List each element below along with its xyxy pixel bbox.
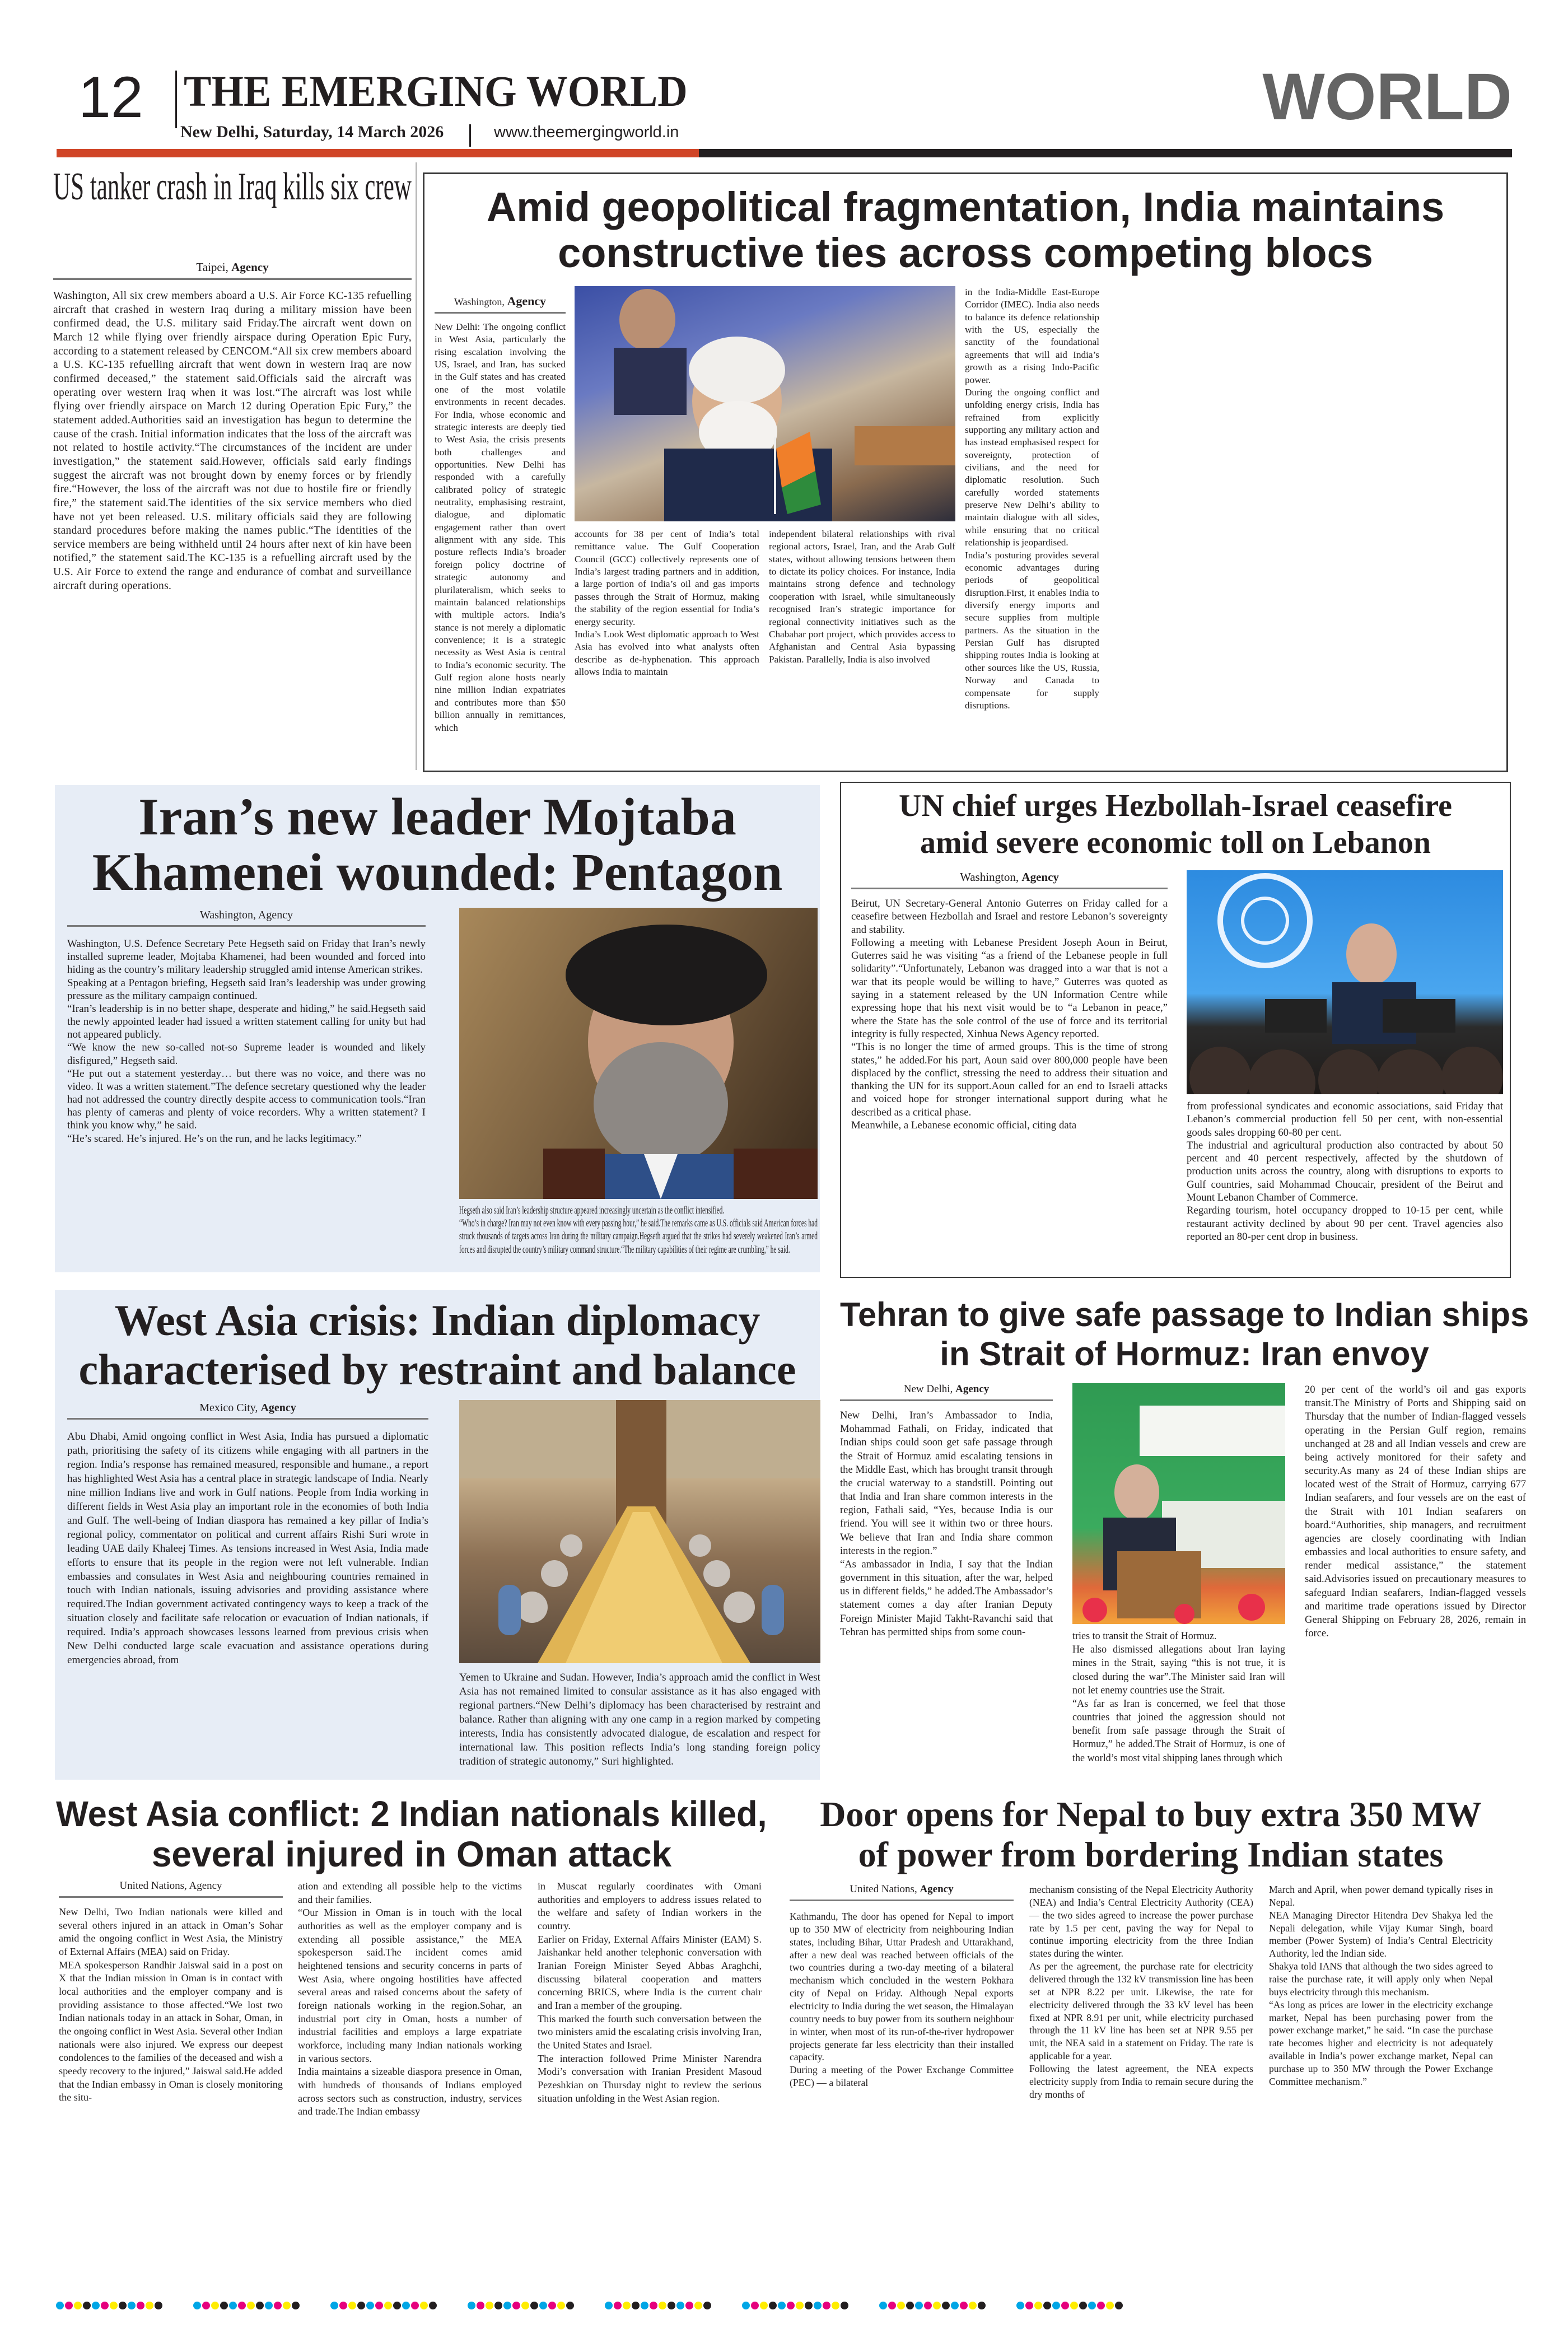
registration-dot-group bbox=[1016, 2302, 1123, 2309]
registration-dot bbox=[521, 2302, 529, 2309]
registration-dot bbox=[897, 2302, 905, 2309]
registration-dot bbox=[468, 2302, 475, 2309]
registration-dot bbox=[211, 2302, 219, 2309]
article-body: Washington, All six crew members aboard a U.S. Air Force KC-135 refuelling aircraft that crashed in western Iraq during a military mission have been confirmed dead, the U.S. military said Friday.The aircraft went down on March 12 while flying over friendly airspace during Operation Epic Fury, according to a statement released by CENCOM.“All six crew members aboard a U.S. KC-135 refuelling aircraft that went down in western Iraq are now confirmed deceased,” the statement said.Officials said the aircraft was operating over western Iraq when it was lost.“The aircraft was lost while flying over friendly airspace on March 12 during Operation Epic Fury,” the statement added.Authorities said an investigation has begun to determine the cause of the crash. Initial information indicates that the loss of the aircraft was not related to hostile activity.“The circumstances of the incident are under investigation,” the statement said.However, officials said early findings suggest the aircraft was not brought down by enemy forces or by friendly fire.“However, the loss of the aircraft was not due to hostile fire or friendly fire,” the statement said.The identities of the six service members who died have not yet been released. U.S. military officials said they are following standard procedures before making the names public.“The identities of the service members are being withheld until 24 hours after next of kin have been notified,” the statement said.The KC-135 is a refuelling aircraft used by the U.S. Air Force to extend the range and endurance of combat and surveillance aircraft during operations. bbox=[53, 290, 412, 592]
registration-dot bbox=[969, 2302, 977, 2309]
registration-dot bbox=[778, 2302, 786, 2309]
registration-dot bbox=[960, 2302, 968, 2309]
article-column-3: March and April, when power demand typically rises in Nepal. NEA Managing Director Hitendra Dev Shakya led the Nepali delegation, while Vijay Kumar Singh, board member (Power System) of India’s Central Electricity Authority, led the Indian side. Shakya told IANS that although the two sides agreed to raise the purchase rate, it will apply only when Nepal buys electricity through this mechanism. “As long as prices are lower in the electricity exchange market, Nepal has been purchasing power from the power exchange market,” he said. “In case the purchase rate becomes higher and electricity is not adequately available in India’s power exchange market, Nepal can purchase up to 350 MW through the Power Exchange Committee mechanism.” bbox=[1269, 1884, 1493, 2087]
article-hormuz bbox=[840, 1294, 1529, 1786]
article-column-3: 20 per cent of the world’s oil and gas exports transit.The Ministry of Ports and Shipping said on Thursday that the number of Indian-flagged vessels operating in the Persian Gulf region, remains unchanged at 28 and all Indian vessels and crew are being actively monitored for their safety and security.As many as 24 of these Indian ships are located west of the Strait of Hormuz, carrying 677 Indian seafarers, and four vessels are on the east of the Strait with 101 Indian seafarers on board.“Authorities, ship managers, and recruitment agencies are closely coordinating with Indian embassies and local authorities to ensure safety, and render medical assistance,” the statement said.Advisories issued on precautionary measures to safeguard Indian seafarers, Indian-flagged vessels and maritime trade operations issued by Director General Shipping on February 28, 2026, remain in force. bbox=[1305, 1384, 1526, 1640]
registration-dot bbox=[787, 2302, 795, 2309]
registration-dot bbox=[229, 2302, 237, 2309]
registration-dot bbox=[283, 2302, 291, 2309]
byline: Washington, Agency bbox=[435, 294, 566, 314]
headline-line-2: several injured in Oman attack bbox=[151, 1834, 672, 1874]
registration-dot bbox=[566, 2302, 574, 2309]
article-column-2: Yemen to Ukraine and Sudan. However, India’s approach amid the conflict in West Asia has not remained limited to consular assistance as it has also engaged with regional partners.“New Delhi’s diplomacy has been characterised by restraint and balance. Rather than aligning with any one camp in a region marked by competing interests, India has consistently advocated dialogue, de escalation and respect for international law. This position reflects India’s long standing foreign policy tradition of strategic autonomy,” Suri highlighted. bbox=[459, 1672, 820, 1767]
registration-dot bbox=[494, 2302, 502, 2309]
registration-dot bbox=[841, 2302, 848, 2309]
registration-dot bbox=[292, 2302, 300, 2309]
modi-summit-photo bbox=[575, 286, 955, 521]
registration-dot bbox=[906, 2302, 914, 2309]
registration-dot bbox=[101, 2302, 109, 2309]
byline: Taipei, Agency bbox=[53, 260, 412, 280]
registration-dot bbox=[74, 2302, 82, 2309]
registration-dot-group bbox=[879, 2302, 986, 2309]
registration-dot bbox=[1088, 2302, 1096, 2309]
registration-dot bbox=[539, 2302, 547, 2309]
article-column-2: mechanism consisting of the Nepal Electricity Authority (NEA) and India’s Central Electricity Authority (CEA) — the two sides agreed to increase the power purchase rate by 1.5 per cent, paving the way for Nepal to continue importing electricity from the three Indian states during the winter. As per the agreement, the purchase rate for electricity delivered through the 132 kV transmission line has been set at NPR 8.22 per unit. Likewise, the rate for electricity delivered through the 33 kV level has been fixed at NPR 8.91 per unit, while electricity purchased through the 11 kV line has been set at NPR 9.55 per unit, the NEA said in a statement on Friday. The rate is applicable for a year. Following the latest agreement, the NEA expects electricity supply from India to remain secure during the dry months of bbox=[1029, 1884, 1253, 2100]
headline: Iran’s new leader Mojtaba Khamenei wounded: Pentagon bbox=[92, 788, 783, 902]
registration-dot bbox=[357, 2302, 365, 2309]
headline-line-1: West Asia conflict: 2 Indian nationals killed, bbox=[56, 1794, 767, 1834]
registration-dot bbox=[1097, 2302, 1105, 2309]
registration-dot bbox=[265, 2302, 273, 2309]
registration-dot bbox=[119, 2302, 127, 2309]
headline-part bbox=[53, 165, 412, 208]
website-box bbox=[494, 123, 684, 143]
registration-dot bbox=[65, 2302, 73, 2309]
headline-line bbox=[53, 165, 412, 209]
registration-dot bbox=[393, 2302, 401, 2309]
registration-dot bbox=[742, 2302, 750, 2309]
newspaper-title: THE EMERGING WORLD bbox=[184, 67, 688, 115]
registration-dot bbox=[924, 2302, 932, 2309]
registration-dot bbox=[933, 2302, 941, 2309]
registration-dot bbox=[256, 2302, 264, 2309]
registration-dot bbox=[641, 2302, 648, 2309]
article-column-3: independent bilateral relationships with rival regional actors, Israel, Iran, and the Arab Gulf states, without allowing tensions between them to dictate its policy choices. For instance, India maintains strong defence and technology cooperation with Israel, while simultaneously recognised Iran’s strategic importance for regional connectivity initiatives such as the Chabahar port project, which provides access to Afghanistan and Central Asia bypassing Pakistan. Parallelly, India is also involved bbox=[769, 529, 955, 665]
registration-dot bbox=[477, 2302, 484, 2309]
headline-line-2: amid severe economic toll on Lebanon bbox=[920, 825, 1431, 860]
article-column-2: accounts for 38 per cent of India’s total remittance value. The Gulf Cooperation Council (GCC) collectively represents one of India’s largest trading partners and in addition, a large portion of India’s oil and gas imports passes through the Strait of Hormuz, making the stability of the region essential for India’s energy security. India’s Look West diplomatic approach to West Asia has evolved into what analysts often describe as de-hyphenation. This approach allows India to maintain bbox=[575, 529, 759, 677]
headline-line bbox=[60, 790, 814, 902]
registration-dot bbox=[530, 2302, 538, 2309]
registration-dot bbox=[1079, 2302, 1087, 2309]
registration-dot bbox=[137, 2302, 144, 2309]
page-number: 12 bbox=[78, 65, 143, 130]
byline: Washington, Agency bbox=[851, 870, 1168, 889]
registration-dot bbox=[942, 2302, 950, 2309]
article-column-1: Beirut, UN Secretary-General Antonio Guterres on Friday called for a ceasefire between Hezbollah and Israel and restore Lebanon’s sovereignty and stability. Following a meeting with Lebanese President Joseph Aoun in Beirut, Guterres said he was visiting “as a friend of the Lebanese people in full solidarity”.“Unfortunately, Lebanon was dragged into a war that is not a war that its people would be willing to have,” Guterres was quoted as saying in a statement released by the UN Information Centre while expressing hope that his next visit would be to “a Lebanon in peace,” where the State has the sole control of the use of force and its territorial integrity is fully respected, Xinhua News Agency reported. “This is no longer the time of armed groups. This is the time of strong states,” he added.For his part, Aoun said over 800,000 people have been displaced by the conflict, stressing the need to address their situation and thanking the UN for its support.Aoun called for an end to Israeli attacks and voiced hope for stronger international support during what he described as a critical phase. Meanwhile, a Lebanese economic official, citing data bbox=[851, 898, 1168, 1132]
registration-dot bbox=[557, 2302, 565, 2309]
article-column-1: Washington, U.S. Defence Secretary Pete Hegseth said on Friday that Iran’s newly installed supreme leader, Mojtaba Khamenei, had been wounded and forced into hiding as the country’s military leadership struggled amid intense American strikes. Speaking at a Pentagon briefing, Hegseth said Iran’s leadership was under growing pressure as the military campaign continued. “Iran’s leadership is in no better shape, desperate and hiding,” he said.Hegseth said the newly appointed leader had issued a written statement calling for unity but had not appeared publicly. “We know the new so-called not-so Supreme leader is wounded and likely disfigured,” Hegseth said. “He put out a statement yesterday… but there was no voice, and there was no video. It was a written statement.”The defence secretary questioned why the leader had not addressed the country directly despite access to communication tools.“Iran has plenty of cameras and plenty of voice recorders. Why a written statement? I think you know why,” he said. “He’s scared. He’s injured. He’s on the run, and he lacks legitimacy.” bbox=[67, 938, 426, 1145]
registration-marks bbox=[56, 2302, 1523, 2309]
registration-dot bbox=[659, 2302, 666, 2309]
photo-illustration bbox=[1187, 870, 1503, 1094]
headline-line-1: West Asia crisis: Indian diplomacy bbox=[114, 1296, 760, 1345]
registration-dot bbox=[202, 2302, 210, 2309]
headline-line-2: of power from bordering Indian states bbox=[858, 1835, 1444, 1874]
registration-dot bbox=[694, 2302, 702, 2309]
article-column-3: in Muscat regularly coordinates with Omani authorities and employers to address issues related to the welfare and safety of Indian workers in the country. Earlier on Friday, External Affairs Minister (EAM) S. Jaishankar held another telephonic conversation with Iranian Foreign Minister Seyed Abbas Araghchi, discussing bilateral cooperation and matters concerning BRICS, where India is the current chair and Iran a member of the grouping. This marked the fourth such conversation between the two ministers amid the escalating crisis involving Iran, the United States and Israel. The interaction followed Prime Minister Narendra Modi’s conversation with Iranian President Masoud Pezeshkian on Thursday night to review the serious situation unfolding in the West Asian region. bbox=[538, 1880, 762, 2104]
photo-illustration bbox=[459, 1400, 820, 1663]
registration-dot bbox=[193, 2302, 201, 2309]
column-rule bbox=[416, 162, 417, 770]
registration-dot bbox=[384, 2302, 392, 2309]
registration-dot bbox=[703, 2302, 711, 2309]
newspaper-title-box bbox=[184, 68, 688, 116]
registration-dot-group bbox=[193, 2302, 300, 2309]
registration-dot bbox=[375, 2302, 383, 2309]
registration-dot bbox=[83, 2302, 91, 2309]
article-column-4: in the India-Middle East-Europe Corridor (IMEC). India also needs to balance its defence relationship with the US, especially the sanctity of the foundational agreements that will aid India’s growth as a rising Indo-Pacific power. During the ongoing conflict and unfolding energy crisis, India has refrained from explicitly supporting any military action and has instead emphasised respect for sovereignty, protection of civilians, and the need for diplomatic resolution. Such carefully worded statements preserve New Delhi’s ability to maintain dialogue with all sides, while ensuring that no critical relationship is jeopardised. India’s posturing provides several economic advantages during periods of geopolitical disruption.First, it enables India to diversify energy imports and secure supplies from multiple partners. As the situation in the Persian Gulf has disrupted shipping routes India is looking at other sources like the US, Russia, Norway and Canada to compensate for supply disruptions. bbox=[965, 287, 1099, 711]
registration-dot bbox=[951, 2302, 959, 2309]
website-link[interactable]: www.theemergingworld.in bbox=[494, 123, 679, 141]
registration-dot bbox=[623, 2302, 631, 2309]
registration-dot bbox=[879, 2302, 887, 2309]
registration-dot bbox=[348, 2302, 356, 2309]
registration-dot bbox=[650, 2302, 657, 2309]
registration-dot-group bbox=[605, 2302, 711, 2309]
registration-dot bbox=[330, 2302, 338, 2309]
registration-dot bbox=[668, 2302, 675, 2309]
registration-dot bbox=[832, 2302, 839, 2309]
meeting-room-photo bbox=[459, 1400, 820, 1663]
page-number-box bbox=[78, 65, 162, 130]
headline-line-2: in Strait of Hormuz: Iran envoy bbox=[940, 1335, 1429, 1373]
registration-dot bbox=[1043, 2302, 1051, 2309]
registration-dot bbox=[155, 2302, 162, 2309]
byline: New Delhi, Agency bbox=[840, 1383, 1053, 1401]
photo-illustration bbox=[1072, 1383, 1285, 1624]
registration-dot bbox=[274, 2302, 282, 2309]
registration-dot bbox=[760, 2302, 768, 2309]
headline-line-1: Amid geopolitical fragmentation, India maintains bbox=[486, 184, 1445, 230]
masthead-accent-bar bbox=[57, 149, 699, 157]
registration-dot bbox=[402, 2302, 410, 2309]
registration-dot bbox=[1061, 2302, 1069, 2309]
registration-dot bbox=[1070, 2302, 1078, 2309]
article-column-1: New Delhi, Two Indian nationals were killed and several others injured in an attack in Oman’s Sohar amid the ongoing conflict in West Asia, the Ministry of External Affairs (MEA) said on Friday. MEA spokesperson Randhir Jaiswal said in a post on X that the Indian mission in Oman is in contact with local authorities and the employer company and is providing assistance to those affected.“We lost two Indian nationals today in an attack in Sohar, Oman, in the ongoing conflict in West Asia. Several other Indian nationals were also injured. We express our deepest condolences to the families of the deceased and wish a speedy recovery to the injured,” Jaiswal said.He added that the Indian embassy in Oman is closely monitoring the situ- bbox=[59, 1906, 283, 2103]
registration-dot-group bbox=[56, 2302, 162, 2309]
registration-dot bbox=[614, 2302, 622, 2309]
registration-dot bbox=[1052, 2302, 1060, 2309]
registration-dot bbox=[632, 2302, 640, 2309]
byline: Mexico City, Agency bbox=[67, 1401, 428, 1420]
registration-dot bbox=[605, 2302, 613, 2309]
article-khamenei bbox=[55, 785, 820, 1272]
registration-dot bbox=[796, 2302, 804, 2309]
ambassador-speech-photo bbox=[1072, 1383, 1285, 1624]
guterres-press-photo bbox=[1187, 870, 1503, 1094]
article-oman bbox=[56, 1795, 773, 2288]
dateline-box bbox=[180, 123, 460, 143]
article-un-chief bbox=[840, 782, 1511, 1278]
masthead-divider bbox=[175, 71, 177, 128]
registration-dot bbox=[128, 2302, 136, 2309]
registration-dot bbox=[503, 2302, 511, 2309]
article-column-2: ation and extending all possible help to the victims and their families. “Our Mission in Oman is in touch with the local authorities as well as the employer company and is extending all possible assistance,” the MEA spokesperson said.The incident comes amid heightened tensions and security concerns in parts of West Asia, where ongoing hostilities have affected several areas and raised concerns about the safety of foreign nationals working in the region.Sohar, an industrial port city in Oman, hosts a number of industrial facilities and employs a large expatriate workforce, including many Indian nationals working in various sectors. India maintains a sizeable diaspora presence in Oman, with hundreds of thousands of Indians employed across sectors such as construction, industry, services and trade.The Indian embassy bbox=[298, 1880, 522, 2117]
article-column-1: New Delhi, Iran’s Ambassador to India, Mohammad Fathali, on Friday, indicated that Indian ships could soon get safe passage through the Strait of Hormuz amid escalating tensions in the Middle East, which has brought transit through the crucial waterway to a standstill. Pointing out that India and Iran share common interests in the region, Fathali said, “Yes, because India is our friend. You will see it within two or three hours. We believe that Iran and India share common interests in the region.” “As ambassador in India, I say that the Indian government in this situation, after the war, helped us in different fields,” he added.The Ambassador’s statement comes a day after Iranian Deputy Foreign Minister Majid Takht-Ravanchi said that Tehran has permitted ships from some coun- bbox=[840, 1410, 1053, 1638]
article-column-1: New Delhi: The ongoing conflict in West Asia, particularly the rising escalation involving the US, Israel, and Iran, has sucked in the Gulf states and has created one of the most volatile environments in recent decades. For India, whose economic and strategic interests are deeply tied to West Asia, the crisis presents both challenges and opportunities. New Delhi has responded with a carefully calibrated policy of strategic neutrality, emphasising restraint, dialogue, and diplomatic engagement rather than overt alignment with any side. This posture reflects India’s broader foreign policy doctrine of strategic autonomy and plurilateralism, which seeks to maintain balanced relationships with multiple actors. India’s stance is not merely a diplomatic convenience; it is a strategic necessity as West Asia is central to India’s economic security. The Gulf region alone hosts nearly nine million Indian expatriates and contributes more than $50 billion annually in remittances, which bbox=[435, 321, 566, 733]
article-column-2: tries to transit the Strait of Hormuz. He also dismissed allegations about Iran laying mines in the Strait, saying “this is not true, it is closed during the war”.The Minister said Iran will not let enemy countries use the Strait. “As far as Iran is concerned, we feel that those countries that joined the aggression should not benefit from safe passage through the Strait of Hormuz,” he added.The Strait of Hormuz, is one of the world’s most vital shipping lanes through which bbox=[1072, 1630, 1285, 1764]
registration-dot bbox=[769, 2302, 777, 2309]
article-west-asia-diplomacy bbox=[55, 1290, 820, 1780]
registration-dot bbox=[1106, 2302, 1114, 2309]
article-column-2: Hegseth also said Iran’s leadership structure appeared increasingly uncertain as the conflict intensified. “Who’s in charge? Iran may not even know with every passing hour,” he said.The remarks came as U.S. officials said American forces had struck thousands of targets across Iran during the military campaign.Hegseth argued that the strikes had severely weakened Iran’s armed forces and disrupted the country’s military command structure.“The military capabilities of their regime are crumbling,” he said. bbox=[459, 1205, 818, 1256]
section-label: WORLD bbox=[1262, 60, 1512, 134]
article-india-ties bbox=[423, 172, 1508, 772]
registration-dot bbox=[805, 2302, 813, 2309]
section-label-box bbox=[1232, 60, 1512, 136]
registration-dot bbox=[366, 2302, 374, 2309]
byline: Washington, Agency bbox=[67, 908, 426, 927]
dateline: New Delhi, Saturday, 14 March 2026 bbox=[180, 123, 444, 141]
headline: US tanker crash in Iraq kills six crew bbox=[53, 165, 412, 208]
registration-dot bbox=[411, 2302, 419, 2309]
registration-dot bbox=[1016, 2302, 1024, 2309]
byline: United Nations, Agency bbox=[790, 1883, 1014, 1901]
article-column-1: Kathmandu, The door has opened for Nepal to import up to 350 MW of electricity from neighbouring Indian states, including Bihar, Uttar Pradesh and Uttarakhand, after a new deal was reached between officials of the two countries during a two-day meeting of a bilateral mechanism which concluded in the western Pokhara city of Nepal on Friday. Although Nepal exports electricity to India during the wet season, the Himalayan country needs to buy power from its southern neighbour in winter, when most of its run-of-the-river hydropower projects generate far less electricity than their installed capacity. During a meeting of the Power Exchange Committee (PEC) — a bilateral bbox=[790, 1911, 1014, 2089]
dateline-divider bbox=[469, 124, 471, 147]
registration-dot bbox=[420, 2302, 428, 2309]
headline-line-1: UN chief urges Hezbollah-Israel ceasefire bbox=[898, 788, 1453, 823]
headline-line-1: Door opens for Nepal to buy extra 350 MW bbox=[820, 1794, 1482, 1834]
registration-dot bbox=[110, 2302, 118, 2309]
khamenei-portrait bbox=[459, 908, 818, 1199]
article-column-2: from professional syndicates and economic associations, said Friday that Lebanon’s commercial production fell 50 per cent, with non-essential goods sales dropping 60-80 per cent. The industrial and agricultural production also contracted by about 50 percent and 40 percent respectively, affected by the shutdown of production units across the country, along with disruptions to exports to Gulf countries, said Mohammad Choucair, president of the Beirut and Mount Lebanon Chamber of Commerce. Regarding tourism, hotel occupancy dropped to 10-15 per cent, while restaurant activity declined by about 90 per cent. Travel agencies also reported an 80-per cent drop in business. bbox=[1187, 1100, 1503, 1243]
headline-line-2: characterised by restraint and balance bbox=[78, 1345, 796, 1394]
registration-dot bbox=[548, 2302, 556, 2309]
article-column-1: Abu Dhabi, Amid ongoing conflict in West Asia, India has pursued a diplomatic path, prioritising the safety of its citizens while engaging with all partners in the region. India’s response has remained measured, responsible and humane., a report has highlighted West Asia has a central place in strategic landscape of India. Nearly nine million Indians live and work in Gulf nations. People from India working in different fields in West Asia play an important role in the economies of both India and Gulf. The well-being of Indian diaspora has remained a key pillar of India’s regional policy, commentator on political and current affairs Rishi Suri wrote in leading UAE daily Khaleej Times. As tensions increased in West Asia, India made efforts to ensure that its people in the region were not left vulnerable. Indian embassies and consulates in West Asia and neighbouring countries remained in touch with Indian nationals, issuing advisories and providing assistance where required.The Indian government activated contingency ways to keep a track of the situation closely and facilitate safe relocation or evacuation of Indian nationals, if required. India’s approach showcases lessons learned from previous crisis when New Delhi conducted large scale evacuation and assistance operations during emergencies abroad, from bbox=[67, 1431, 428, 1667]
registration-dot bbox=[1034, 2302, 1042, 2309]
registration-dot bbox=[685, 2302, 693, 2309]
registration-dot bbox=[220, 2302, 228, 2309]
headline-line-2: constructive ties across competing blocs bbox=[558, 230, 1373, 276]
registration-dot-group bbox=[330, 2302, 437, 2309]
registration-dot bbox=[1025, 2302, 1033, 2309]
registration-dot bbox=[823, 2302, 830, 2309]
article-us-tanker bbox=[53, 165, 412, 770]
registration-dot bbox=[429, 2302, 437, 2309]
registration-dot bbox=[92, 2302, 100, 2309]
masthead-rule bbox=[699, 149, 1512, 157]
registration-dot bbox=[56, 2302, 64, 2309]
photo-illustration bbox=[459, 908, 818, 1199]
registration-dot bbox=[146, 2302, 153, 2309]
registration-dot bbox=[814, 2302, 822, 2309]
article-nepal bbox=[790, 1795, 1518, 2288]
registration-dot bbox=[486, 2302, 493, 2309]
registration-dot bbox=[888, 2302, 896, 2309]
registration-dot bbox=[751, 2302, 759, 2309]
registration-dot bbox=[247, 2302, 255, 2309]
headline-line-1: Tehran to give safe passage to Indian ships bbox=[840, 1296, 1529, 1333]
photo-illustration bbox=[575, 286, 955, 521]
registration-dot bbox=[915, 2302, 923, 2309]
registration-dot bbox=[238, 2302, 246, 2309]
registration-dot-group bbox=[468, 2302, 574, 2309]
registration-dot bbox=[676, 2302, 684, 2309]
registration-dot bbox=[1115, 2302, 1123, 2309]
registration-dot bbox=[978, 2302, 986, 2309]
registration-dot bbox=[339, 2302, 347, 2309]
byline: United Nations, Agency bbox=[59, 1880, 283, 1898]
registration-dot-group bbox=[742, 2302, 848, 2309]
registration-dot bbox=[512, 2302, 520, 2309]
